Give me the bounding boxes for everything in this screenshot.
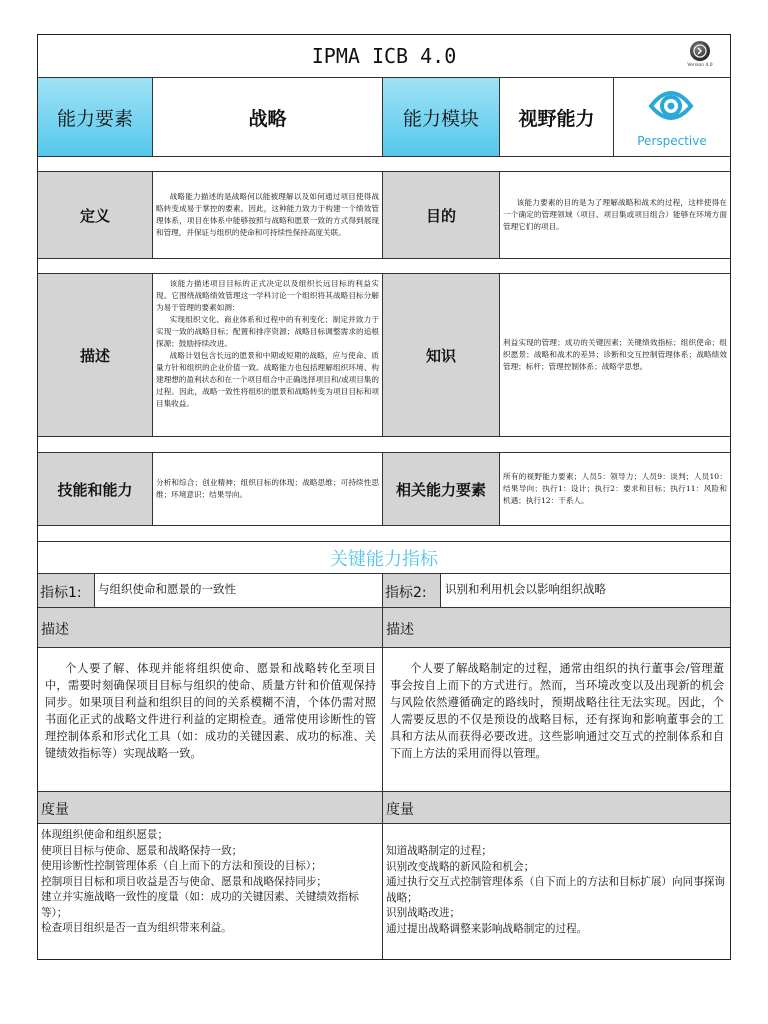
skills-text: 分析和综合；创业精神；组织目标的体现；战略思维；可持续性思维；环境意识；结果导向。 bbox=[156, 478, 379, 499]
skills-label: 技能和能力 bbox=[38, 453, 153, 525]
definition-row bbox=[38, 172, 730, 259]
kci-description-text-1: 个人要了解、体现并能将组织使命、愿景和战略转化至项目中，需要时刻确保项目目标与组织的使命、质量方针和价值观保持同步。如果项目利益和组织目的间的关系模糊不清，个体仍需对照书面化正式的战略文件进行利益的定期检查。通常使用诊断性的管理控制体系和形式化工具（如：成功的关键因素、成功的标准、关键绩效指标等）实现战略一致。 bbox=[45, 662, 376, 760]
indicator1-text: 与组织使命和愿景的一致性 bbox=[95, 574, 383, 607]
list-item: 识别战略改进； bbox=[386, 907, 461, 919]
perspective-text: Perspective bbox=[637, 134, 707, 148]
competence-sheet bbox=[37, 34, 731, 960]
list-item: 控制项目目标和项目收益是否与使命、愿景和战略保持同步； bbox=[41, 875, 328, 888]
list-item: 通过提出战略调整来影响战略制定的过程。 bbox=[386, 922, 588, 935]
kci-title-text: 关键能力指标 bbox=[330, 548, 438, 570]
knowledge-cell bbox=[500, 274, 730, 436]
knowledge-text: 利益实现的管理；成功的关键因素；关键绩效指标；组织使命；组织愿景；战略和战术的差异；诊断和交互控制管理体系；战略绩效管理；标杆；管理控制体系；战略学思想。 bbox=[503, 338, 727, 371]
module-label: 能力模块 bbox=[383, 78, 500, 156]
indicator2-text: 识别和利用机会以影响组织战略 bbox=[445, 582, 606, 596]
definition-label: 定义 bbox=[38, 172, 153, 258]
kci-description-cell-2 bbox=[383, 648, 730, 791]
definition-text: 战略能力描述的是战略何以能被理解以及如何通过项目使得战略转变成易于掌控的要素。因此，这种能力致力于构建一个绩效管理体系，项目在体系中能够按照与战略和愿景一致的方式得到展现和管理，并保证与组织的使命和可持续性保持高度关联。 bbox=[156, 192, 379, 237]
description-paragraph: 战略计划包含长远的愿景和中期或短期的战略，应与使命、质量方针和组织的企业价值一致。战略能力也包括理解组织环境、构建理想的盈利状态和在一个项目组合中正确选择项目和/或项目集的过程。因此，战略一致性将组织的愿景和战略转变为项目目标和项目集收益。 bbox=[156, 351, 379, 408]
description-paragraph: 该能力描述项目目标的正式决定以及组织长远目标的利益实现。它围绕战略绩效管理这一学科讨论一个组织将其战略目标分解为易于管理的要素如测： bbox=[156, 279, 379, 312]
spacer-row bbox=[38, 157, 730, 172]
kci-measure-list-1 bbox=[38, 824, 382, 937]
purpose-cell bbox=[500, 172, 730, 258]
kci-description-label-1: 描述 bbox=[38, 608, 383, 647]
description-row bbox=[38, 274, 730, 437]
kci-measure-header-row bbox=[38, 792, 730, 824]
kci-description-header-row bbox=[38, 608, 730, 648]
description-text bbox=[153, 274, 382, 414]
indicator-row bbox=[38, 574, 730, 608]
spacer-row bbox=[38, 437, 730, 453]
kci-description-text-2: 个人要了解战略制定的过程，通常由组织的执行董事会/管理董事会按自上而下的方式进行。然而，当环境改变以及出现新的机会与风险依然遵循确定的路线时，预期战略往往无法实现。因此，个人需要反思的不仅是预设的战略目标，还有探询和影响董事会的工具和方法从而获得必要改进。这些影响通过交互式的控制体系和自下而上方法的采用而得以管理。 bbox=[390, 662, 724, 760]
list-item: 使用诊断性控制管理体系（自上而下的方法和预设的目标）； bbox=[41, 860, 322, 872]
skills-cell bbox=[153, 453, 383, 525]
list-item: 通过执行交互式控制管理体系（自下而上的方法和目标扩展）向同事探询战略； bbox=[386, 876, 725, 904]
kci-measure-label-1: 度量 bbox=[38, 792, 383, 823]
list-item: 知道战略制定的过程； bbox=[386, 845, 492, 857]
related-elements-text: 所有的视野能力要素；人员5：领导力；人员9：谈判；人员10：结果导向；执行1：设计；执行2：要求和目标；执行11：风险和机遇；执行12：干系人。 bbox=[503, 472, 727, 505]
perspective-logo bbox=[614, 78, 730, 156]
purpose-text: 该能力要素的目的是为了理解战略和战术的过程，这样使得在一个确定的管理领域（项目、项目集或项目组合）能够在环境方面管理它们的项目。 bbox=[503, 198, 727, 231]
page-title: IPMA ICB 4.0 bbox=[311, 44, 457, 68]
skills-row bbox=[38, 453, 730, 526]
description-paragraph: 实现组织文化、商业体系和过程中的有利变化；制定并致力于实现一致的战略目标；配置和排序资源；战略目标调整需求的追根探源；鼓励持续改进。 bbox=[156, 315, 379, 348]
kci-measure-cell-1 bbox=[38, 824, 383, 959]
list-item: 检查项目组织是否一直为组织带来利益。 bbox=[41, 922, 232, 934]
element-label: 能力要素 bbox=[38, 78, 153, 156]
definition-cell bbox=[153, 172, 383, 258]
kci-measure-cell-2 bbox=[383, 824, 730, 959]
element-value: 战略 bbox=[153, 78, 383, 156]
ipma-logo bbox=[686, 41, 714, 68]
banner-row bbox=[38, 78, 730, 157]
kci-description-label-2: 描述 bbox=[383, 608, 730, 647]
spacer-row bbox=[38, 259, 730, 274]
list-item: 体现组织使命和组织愿景； bbox=[41, 829, 169, 841]
related-elements-label: 相关能力要素 bbox=[383, 453, 500, 525]
ipma-circle-logo-icon bbox=[690, 41, 710, 61]
title-row bbox=[38, 35, 730, 78]
kci-measure-label-2: 度量 bbox=[383, 792, 730, 823]
description-label: 描述 bbox=[38, 274, 153, 436]
kci-measure-row bbox=[38, 824, 730, 959]
module-value: 视野能力 bbox=[500, 78, 614, 156]
indicator2-label: 指标2: bbox=[383, 574, 441, 607]
purpose-label: 目的 bbox=[383, 172, 500, 258]
description-cell bbox=[153, 274, 383, 436]
kci-description-cell-1 bbox=[38, 648, 383, 791]
related-elements-cell bbox=[500, 453, 730, 525]
kci-measure-list-2 bbox=[383, 824, 730, 937]
kci-description-row bbox=[38, 648, 730, 792]
eye-perspective-icon bbox=[648, 86, 694, 126]
list-item: 使项目目标与使命、愿景和战略保持一致； bbox=[41, 844, 243, 857]
spacer-row bbox=[38, 526, 730, 542]
indicator1-label: 指标1: bbox=[38, 574, 95, 607]
list-item: 建立并实施战略一致性的度量（如：成功的关键因素、关键绩效指标等）； bbox=[41, 891, 359, 919]
kci-section-title bbox=[38, 542, 730, 574]
list-item: 识别改变战略的新风险和机会； bbox=[386, 860, 535, 873]
version-badge: Version 4.0 bbox=[687, 63, 713, 68]
knowledge-label: 知识 bbox=[383, 274, 500, 436]
